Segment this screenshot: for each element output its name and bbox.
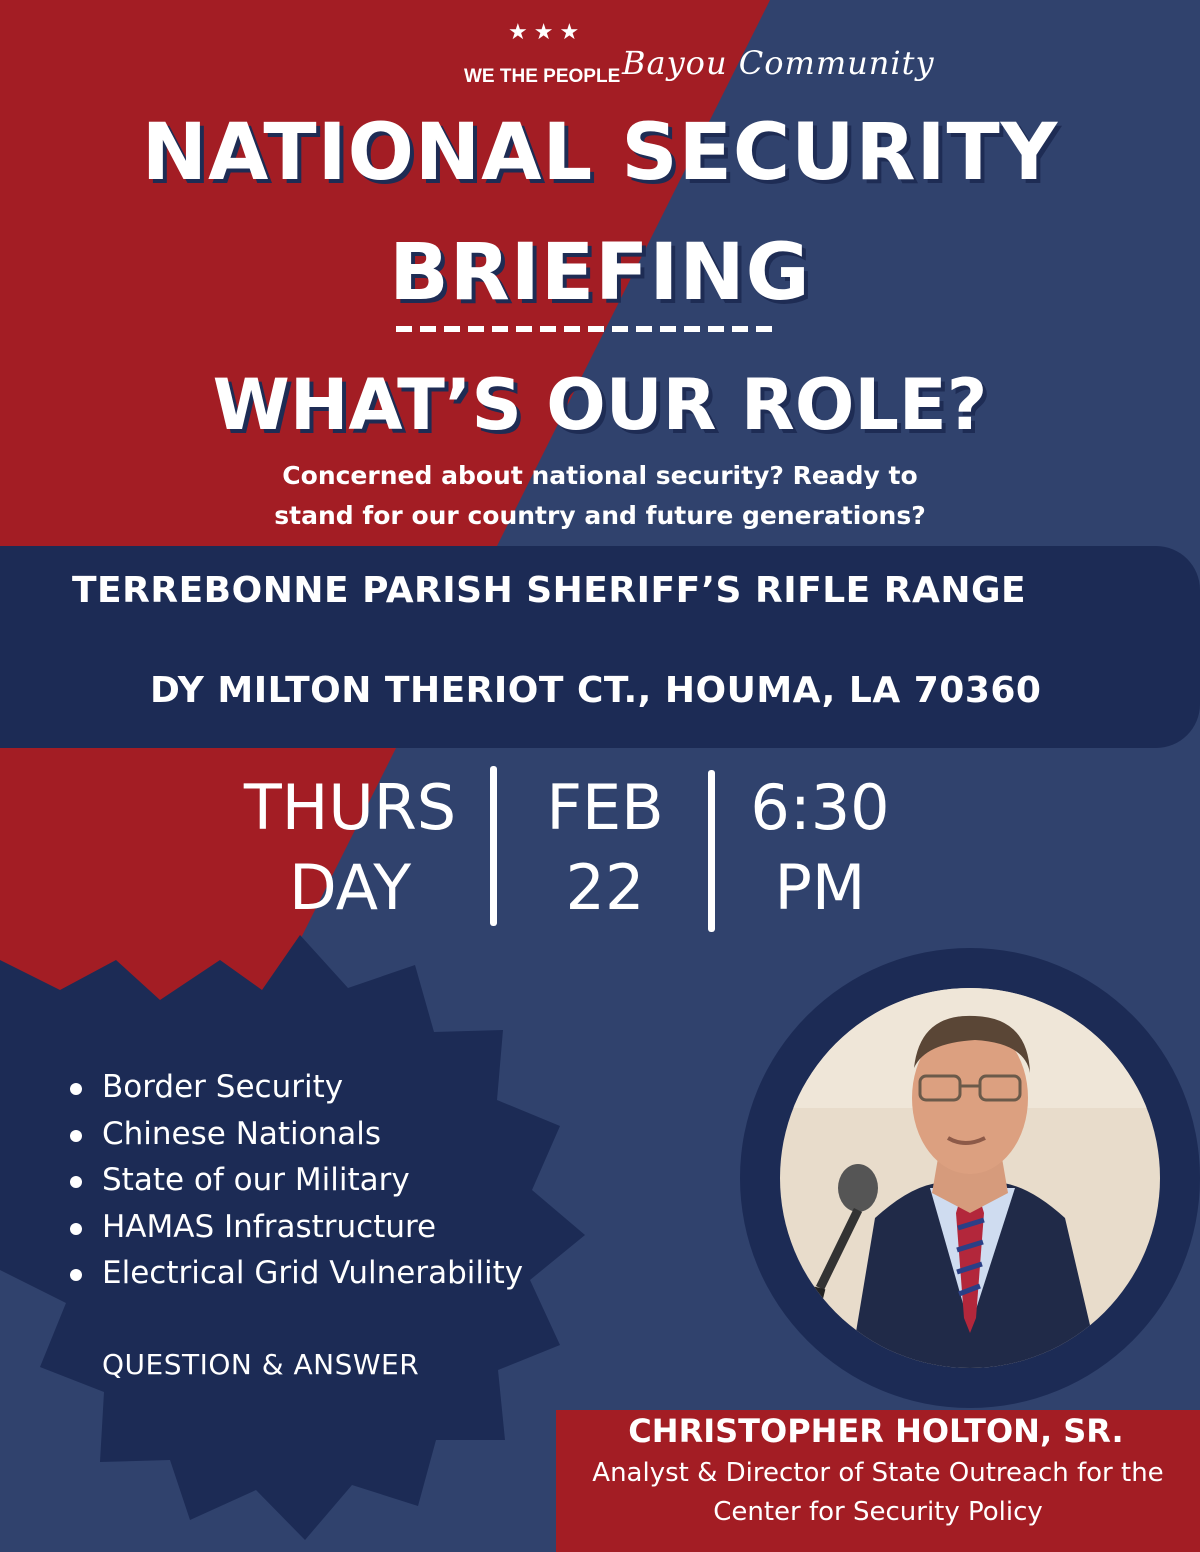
venue-address: DY MILTON THERIOT CT., HOUMA, LA 70360 bbox=[150, 670, 1042, 711]
speaker-photo bbox=[780, 988, 1160, 1368]
schedule-divider bbox=[490, 766, 497, 926]
venue-name: TERREBONNE PARISH SHERIFF’S RIFLE RANGE bbox=[72, 570, 1027, 611]
event-date bbox=[520, 768, 690, 928]
event-time bbox=[730, 768, 910, 928]
speaker-role: Analyst & Director of State Outreach for the Center for Security Policy bbox=[592, 1458, 1164, 1527]
event-day-line-2: DAY bbox=[288, 851, 412, 924]
qa-label: QUESTION & ANSWER bbox=[102, 1348, 420, 1381]
organizer-logo bbox=[0, 20, 1200, 100]
logo-script-text: Bayou Community bbox=[622, 44, 935, 82]
logo-stars: ★★★ bbox=[508, 20, 586, 45]
list-item: Border Security bbox=[70, 1064, 523, 1111]
speaker-name: CHRISTOPHER HOLTON, SR. bbox=[628, 1412, 1124, 1450]
event-month: FEB bbox=[546, 771, 664, 844]
list-item: HAMAS Infrastructure bbox=[70, 1204, 523, 1251]
speaker-portrait-icon bbox=[780, 988, 1160, 1368]
list-item: Electrical Grid Vulnerability bbox=[70, 1250, 523, 1297]
list-item: Chinese Nationals bbox=[70, 1111, 523, 1158]
title-dashed-divider bbox=[396, 326, 780, 332]
list-item: State of our Military bbox=[70, 1157, 523, 1204]
event-time-ampm: PM bbox=[774, 851, 866, 924]
intro-text: Concerned about national security? Ready to stand for our country and future generations? bbox=[274, 461, 926, 530]
event-day-number: 22 bbox=[565, 851, 645, 924]
logo-main-text: WE THE PEOPLE bbox=[464, 66, 621, 87]
title-line-2: BRIEFING bbox=[389, 228, 811, 318]
topics-list bbox=[70, 1064, 523, 1297]
event-day bbox=[220, 768, 480, 928]
title-line-1: NATIONAL SECURITY bbox=[141, 108, 1059, 198]
schedule-divider bbox=[708, 770, 715, 932]
event-day-line-1: THURS bbox=[243, 771, 457, 844]
title-line-3: WHAT’S OUR ROLE? bbox=[212, 364, 988, 446]
event-time-value: 6:30 bbox=[750, 771, 890, 844]
